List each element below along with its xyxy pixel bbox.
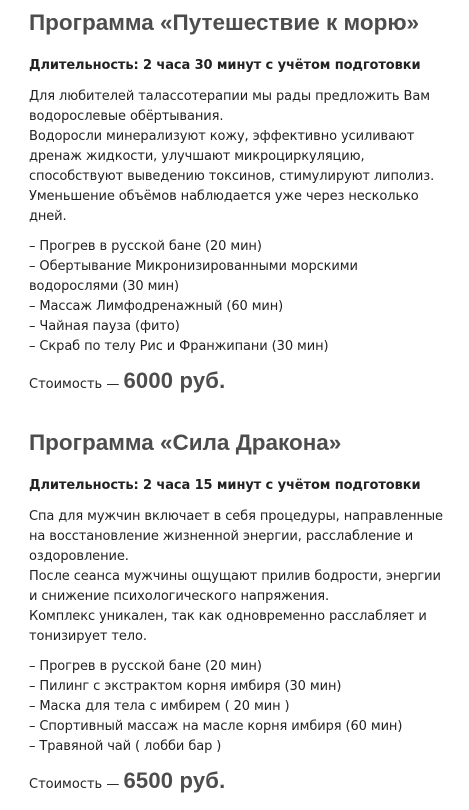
list-item: – Маска для тела с имбирем ( 20 мин )	[29, 699, 290, 714]
list-item: – Спортивный массаж на масле корня имбиря (60 мин)	[29, 719, 403, 734]
description-paragraph: Комплекс уникален, так как одновременно расслабляет и тонизирует тело.	[29, 609, 427, 644]
duration-label: Длительность:	[29, 58, 139, 73]
duration-label: Длительность:	[29, 478, 139, 493]
duration-value: 2 часа 15 минут с учётом подготовки	[143, 478, 421, 493]
price-suffix: .	[219, 768, 226, 793]
duration-value: 2 часа 30 минут с учётом подготовки	[143, 58, 421, 73]
list-item: – Пилинг с экстрактом корня имбиря (30 мин)	[29, 679, 342, 694]
list-item: – Травяной чай ( лобби бар )	[29, 739, 222, 754]
program-duration	[29, 477, 449, 495]
program-price	[29, 367, 449, 399]
program-description	[29, 507, 449, 647]
price-label: Стоимость —	[29, 777, 120, 792]
description-paragraph: После сеанса мужчины ощущают прилив бодрости, энергии и снижение психологического напряжения.	[29, 569, 441, 604]
list-item: – Прогрев в русской бане (20 мин)	[29, 239, 262, 254]
description-paragraph: Водоросли минерализуют кожу, эффективно усиливают дренаж жидкости, улучшают микроциркуляцию, способствуют выведению токсинов, стимулируют липолиз. Уменьшение объёмов наблюдается уже через несколько дней.	[29, 129, 435, 224]
program-duration	[29, 57, 449, 75]
program-sea-journey	[29, 8, 449, 399]
list-item: – Чайная пауза (фито)	[29, 319, 180, 334]
program-title: Программа «Сила Дракона»	[29, 430, 342, 455]
list-item: – Обертывание Микронизированными морскими водорослями (30 мин)	[29, 259, 358, 294]
price-label: Стоимость —	[29, 377, 120, 392]
list-item: – Прогрев в русской бане (20 мин)	[29, 659, 262, 674]
list-item: – Массаж Лимфодренажный (60 мин)	[29, 299, 284, 314]
program-title: Программа «Путешествие к морю»	[29, 10, 420, 35]
program-price	[29, 767, 449, 799]
price-value: 6500 руб	[123, 768, 220, 793]
price-value: 6000 руб	[123, 368, 220, 393]
procedure-list	[29, 657, 449, 757]
price-suffix: .	[219, 368, 226, 393]
procedure-list	[29, 237, 449, 357]
program-dragon-strength	[29, 428, 449, 799]
description-paragraph: Спа для мужчин включает в себя процедуры, направленные на восстановление жизненной энергии, расслабление и оздоровление.	[29, 509, 443, 564]
list-item: – Скраб по телу Рис и Франжипани (30 мин)	[29, 339, 329, 354]
program-description	[29, 87, 449, 227]
description-paragraph: Для любителей талассотерапии мы рады предложить Вам водорослевые обёртывания.	[29, 89, 430, 124]
